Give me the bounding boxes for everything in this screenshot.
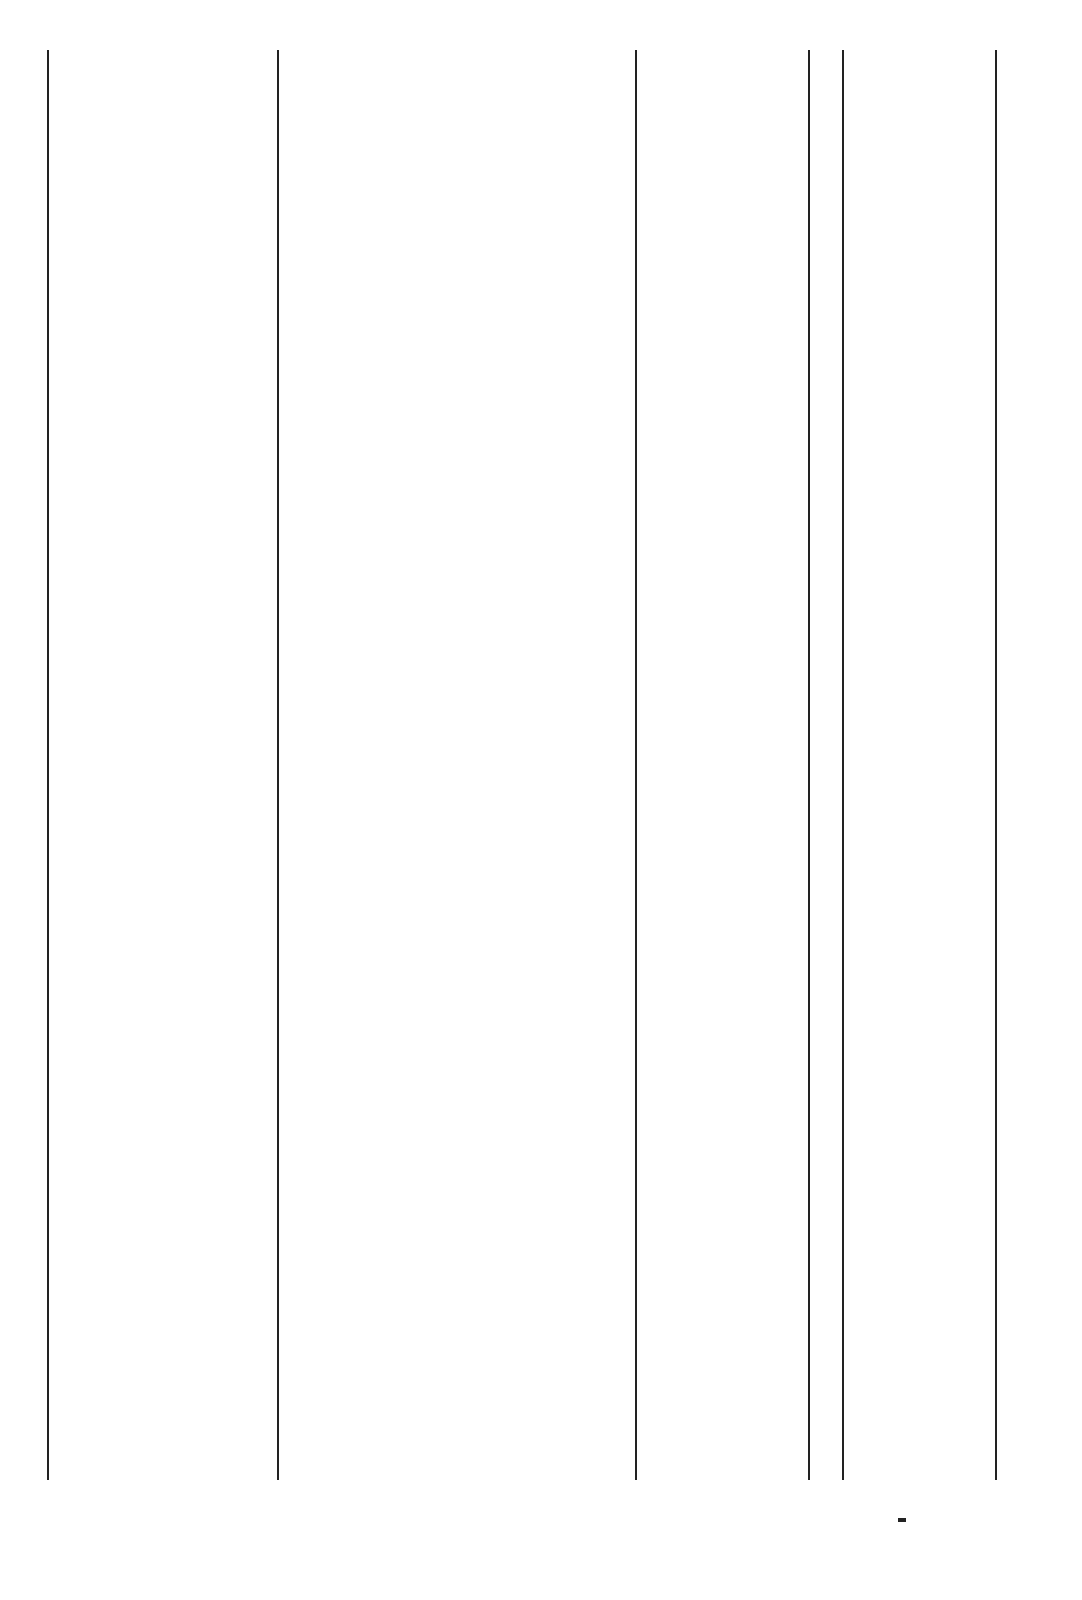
separator-line [285,111,990,129]
column-rule [842,50,844,1480]
column-rule [635,50,637,1480]
column-rule [47,50,49,1480]
doc-code [898,1518,906,1522]
column-rule [995,50,997,1480]
column-rule [808,50,810,1480]
column-rule [277,50,279,1480]
